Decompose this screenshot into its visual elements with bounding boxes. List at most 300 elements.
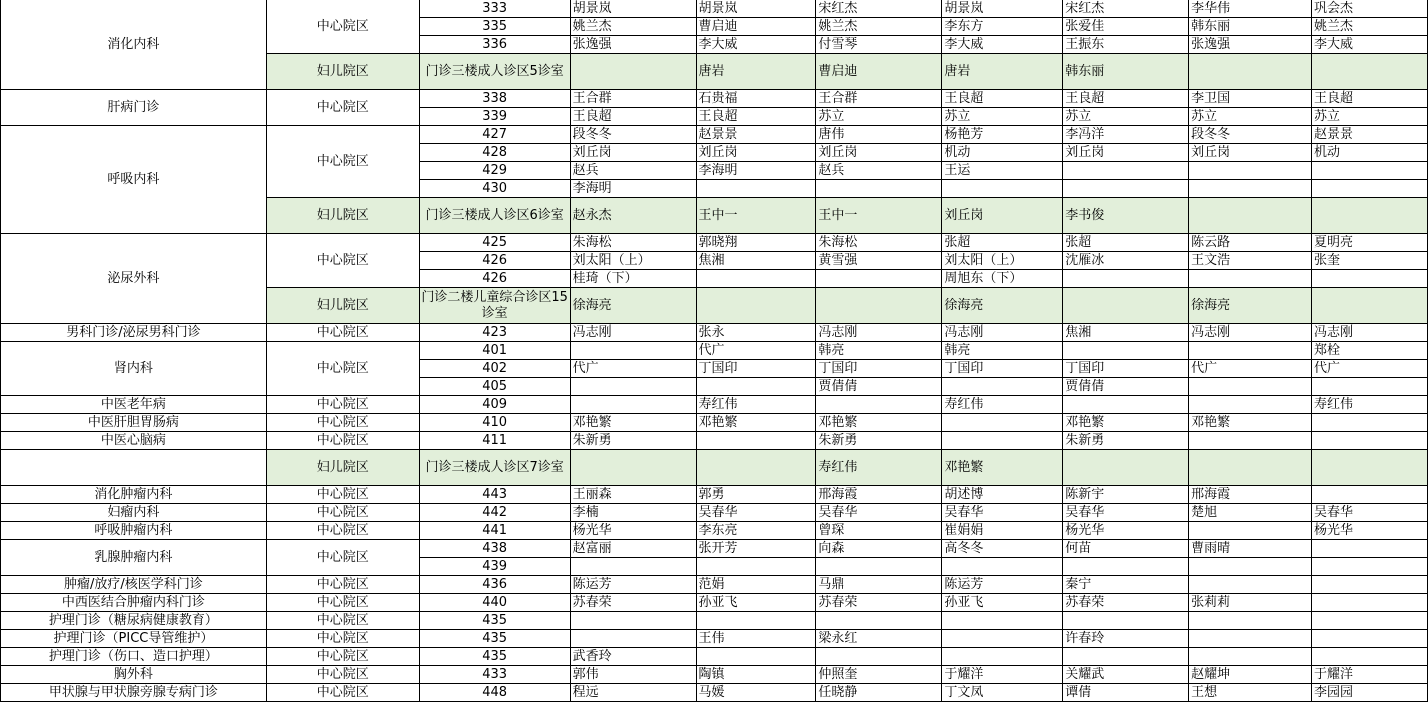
doctor-cell: 陶镇 [696,666,816,684]
doctor-cell: 王中一 [816,198,942,234]
table-row [1,648,1428,666]
doctor-cell [570,396,696,414]
doctor-cell [942,612,1063,630]
doctor-cell: 赵富丽 [570,540,696,558]
doctor-cell: 唐岩 [696,54,816,90]
doctor-cell: 关耀武 [1063,666,1189,684]
room-cell: 427 [419,126,570,144]
doctor-cell: 宋红杰 [1063,0,1189,18]
doctor-cell [1312,630,1428,648]
doctor-cell: 王运 [942,162,1063,180]
doctor-cell: 武香玲 [570,648,696,666]
doctor-cell [1189,54,1312,90]
doctor-cell: 曹雨晴 [1189,540,1312,558]
doctor-cell: 丁国印 [942,360,1063,378]
doctor-cell: 夏明亮 [1312,234,1428,252]
doctor-cell: 胡述博 [942,486,1063,504]
doctor-cell: 朱新勇 [570,432,696,450]
campus-cell: 中心院区 [266,594,419,612]
doctor-cell: 张奎 [1312,252,1428,270]
doctor-cell: 郑栓 [1312,342,1428,360]
doctor-cell [942,414,1063,432]
department-cell: 呼吸内科 [1,126,267,234]
doctor-cell: 刘丘岗 [570,144,696,162]
doctor-cell: 李海明 [570,180,696,198]
room-cell: 435 [419,612,570,630]
doctor-cell [570,54,696,90]
doctor-cell: 韩东丽 [1063,54,1189,90]
doctor-cell [1189,630,1312,648]
doctor-cell: 胡景岚 [942,0,1063,18]
doctor-cell: 赵景景 [1312,126,1428,144]
table-row [1,684,1428,702]
doctor-cell: 高冬冬 [942,540,1063,558]
doctor-cell: 胡景岚 [570,0,696,18]
doctor-cell: 邓艳繁 [570,414,696,432]
doctor-cell [1312,612,1428,630]
doctor-cell: 朱新勇 [1063,432,1189,450]
campus-cell: 中心院区 [266,342,419,396]
doctor-cell: 徐海亮 [570,288,696,324]
room-cell: 448 [419,684,570,702]
table-row [1,414,1428,432]
doctor-cell: 王想 [1189,684,1312,702]
table-row [1,612,1428,630]
department-cell: 肾内科 [1,342,267,396]
doctor-cell: 寿红伟 [816,450,942,486]
department-cell: 中医心脑病 [1,432,267,450]
doctor-cell: 仲照奎 [816,666,942,684]
doctor-cell: 段冬冬 [570,126,696,144]
doctor-cell: 曾琛 [816,522,942,540]
doctor-cell: 姚兰杰 [570,18,696,36]
doctor-cell: 李东方 [942,18,1063,36]
doctor-cell: 李冯洋 [1063,126,1189,144]
doctor-cell: 赵兵 [816,162,942,180]
doctor-cell [816,396,942,414]
doctor-cell: 崔娟娟 [942,522,1063,540]
doctor-cell [1312,558,1428,576]
doctor-cell: 姚兰杰 [1312,18,1428,36]
doctor-cell [1312,198,1428,234]
doctor-cell [1063,648,1189,666]
doctor-cell [1189,576,1312,594]
room-cell: 426 [419,270,570,288]
doctor-cell: 代广 [1312,360,1428,378]
campus-cell: 妇儿院区 [266,198,419,234]
doctor-cell: 冯志刚 [1312,324,1428,342]
room-cell: 440 [419,594,570,612]
doctor-cell [1312,648,1428,666]
table-row [1,396,1428,414]
doctor-cell [696,558,816,576]
room-cell: 335 [419,18,570,36]
table-row [1,342,1428,360]
department-cell: 中医老年病 [1,396,267,414]
room-cell: 428 [419,144,570,162]
room-cell: 门诊二楼儿童综合诊区15诊室 [419,288,570,324]
doctor-cell [1189,270,1312,288]
doctor-cell: 徐海亮 [1189,288,1312,324]
doctor-cell [1189,648,1312,666]
campus-cell: 中心院区 [266,0,419,54]
department-cell: 呼吸肿瘤内科 [1,522,267,540]
room-cell: 438 [419,540,570,558]
doctor-cell: 杨光华 [570,522,696,540]
department-cell: 中西医结合肿瘤内科门诊 [1,594,267,612]
doctor-cell: 冯志刚 [1189,324,1312,342]
doctor-cell [1312,270,1428,288]
doctor-cell: 韩亮 [816,342,942,360]
doctor-cell: 赵景景 [696,126,816,144]
doctor-cell: 杨光华 [1063,522,1189,540]
doctor-cell: 代广 [1189,360,1312,378]
doctor-cell: 沈雁冰 [1063,252,1189,270]
doctor-cell: 王伟 [696,630,816,648]
doctor-cell [816,270,942,288]
doctor-cell [570,558,696,576]
department-cell: 肿瘤/放疗/核医学科门诊 [1,576,267,594]
doctor-cell: 李大威 [696,36,816,54]
doctor-cell: 赵耀坤 [1189,666,1312,684]
department-cell: 护理门诊（PICC导管维护） [1,630,267,648]
doctor-cell: 韩亮 [942,342,1063,360]
doctor-cell: 段冬冬 [1189,126,1312,144]
doctor-cell: 桂琦（下） [570,270,696,288]
doctor-cell [1189,198,1312,234]
doctor-cell [570,630,696,648]
department-cell: 护理门诊（伤口、造口护理） [1,648,267,666]
room-cell: 425 [419,234,570,252]
doctor-cell: 李华伟 [1189,0,1312,18]
doctor-cell [696,612,816,630]
room-cell: 436 [419,576,570,594]
table-row [1,432,1428,450]
doctor-cell [1189,396,1312,414]
doctor-cell: 丁国印 [696,360,816,378]
doctor-cell [816,558,942,576]
doctor-cell [696,648,816,666]
doctor-cell [1312,576,1428,594]
doctor-cell: 机动 [942,144,1063,162]
doctor-cell [1063,396,1189,414]
doctor-cell: 张逸强 [570,36,696,54]
doctor-cell: 王文浩 [1189,252,1312,270]
doctor-cell: 丁文凤 [942,684,1063,702]
doctor-cell: 胡景岚 [696,0,816,18]
doctor-cell [1063,612,1189,630]
doctor-cell: 贾倩倩 [1063,378,1189,396]
campus-cell: 中心院区 [266,324,419,342]
doctor-cell: 张超 [942,234,1063,252]
doctor-cell: 刘太阳（上） [570,252,696,270]
doctor-cell: 王中一 [696,198,816,234]
doctor-cell: 吴春华 [816,504,942,522]
table-row [1,504,1428,522]
doctor-cell: 赵兵 [570,162,696,180]
doctor-cell: 付雪琴 [816,36,942,54]
doctor-cell [1312,162,1428,180]
table-row [1,540,1428,558]
room-cell: 426 [419,252,570,270]
doctor-cell: 焦湘 [1063,324,1189,342]
doctor-cell [570,612,696,630]
room-cell: 410 [419,414,570,432]
doctor-cell [816,288,942,324]
doctor-cell: 于耀洋 [1312,666,1428,684]
doctor-cell [942,432,1063,450]
room-cell: 435 [419,648,570,666]
room-cell: 435 [419,630,570,648]
campus-cell: 中心院区 [266,432,419,450]
campus-cell: 中心院区 [266,612,419,630]
doctor-cell: 王丽森 [570,486,696,504]
doctor-cell [696,432,816,450]
doctor-cell: 周旭东（下） [942,270,1063,288]
department-cell: 消化内科 [1,0,267,90]
doctor-cell: 冯志刚 [942,324,1063,342]
doctor-cell [1189,180,1312,198]
doctor-cell [816,612,942,630]
doctor-cell [1312,288,1428,324]
doctor-cell: 郭晓翔 [696,234,816,252]
doctor-cell: 巩会杰 [1312,0,1428,18]
doctor-cell: 曹启迪 [816,54,942,90]
room-cell: 442 [419,504,570,522]
room-cell: 423 [419,324,570,342]
doctor-cell: 吴春华 [1312,504,1428,522]
room-cell: 339 [419,108,570,126]
doctor-cell: 邓艳繁 [696,414,816,432]
room-cell: 402 [419,360,570,378]
doctor-cell [1189,432,1312,450]
doctor-cell: 程远 [570,684,696,702]
doctor-cell [942,648,1063,666]
doctor-cell: 李大威 [1312,36,1428,54]
doctor-cell: 李园园 [1312,684,1428,702]
doctor-cell: 邓艳繁 [1189,414,1312,432]
doctor-cell: 向森 [816,540,942,558]
doctor-cell: 王良超 [1312,90,1428,108]
campus-cell: 中心院区 [266,540,419,576]
doctor-cell: 苏春荣 [1063,594,1189,612]
doctor-cell: 王良超 [696,108,816,126]
doctor-cell [942,180,1063,198]
doctor-cell: 丁国印 [1063,360,1189,378]
table-row [1,324,1428,342]
campus-cell: 中心院区 [266,648,419,666]
doctor-cell: 邢海霞 [1189,486,1312,504]
doctor-cell: 赵永杰 [570,198,696,234]
room-cell: 441 [419,522,570,540]
doctor-cell: 吴春华 [696,504,816,522]
campus-cell: 中心院区 [266,396,419,414]
table-row [1,630,1428,648]
doctor-cell: 黄雪强 [816,252,942,270]
table-row [1,450,1428,486]
doctor-cell: 宋红杰 [816,0,942,18]
doctor-cell [942,378,1063,396]
doctor-cell: 姚兰杰 [816,18,942,36]
doctor-cell: 许春玲 [1063,630,1189,648]
doctor-cell: 徐海亮 [942,288,1063,324]
table-row [1,234,1428,252]
campus-cell: 中心院区 [266,414,419,432]
doctor-cell: 邢海霞 [816,486,942,504]
doctor-cell [570,450,696,486]
doctor-cell: 邓艳繁 [816,414,942,432]
department-cell: 肝病门诊 [1,90,267,126]
doctor-cell: 楚旭 [1189,504,1312,522]
doctor-cell: 苏立 [1312,108,1428,126]
doctor-cell: 苏立 [1189,108,1312,126]
doctor-cell: 唐岩 [942,54,1063,90]
campus-cell: 中心院区 [266,522,419,540]
doctor-cell [1312,594,1428,612]
doctor-cell: 朱海松 [816,234,942,252]
doctor-cell [570,378,696,396]
doctor-cell [1312,180,1428,198]
doctor-cell: 秦宁 [1063,576,1189,594]
doctor-cell: 朱海松 [570,234,696,252]
doctor-cell: 刘丘岗 [942,198,1063,234]
doctor-cell [1189,450,1312,486]
doctor-cell: 李书俊 [1063,198,1189,234]
doctor-cell: 杨光华 [1312,522,1428,540]
campus-cell: 妇儿院区 [266,288,419,324]
campus-cell: 妇儿院区 [266,450,419,486]
doctor-cell [1063,288,1189,324]
room-cell: 401 [419,342,570,360]
doctor-cell: 机动 [1312,144,1428,162]
department-cell: 男科门诊/泌尿男科门诊 [1,324,267,342]
doctor-cell: 李大威 [942,36,1063,54]
department-cell: 甲状腺与甲状腺旁腺专病门诊 [1,684,267,702]
doctor-cell: 陈运芳 [942,576,1063,594]
room-cell: 门诊三楼成人诊区6诊室 [419,198,570,234]
doctor-cell: 陈新宇 [1063,486,1189,504]
doctor-cell [696,288,816,324]
doctor-cell: 丁国印 [816,360,942,378]
doctor-cell: 石贵福 [696,90,816,108]
doctor-cell: 杨艳芳 [942,126,1063,144]
doctor-cell: 吴春华 [942,504,1063,522]
doctor-cell: 陈运芳 [570,576,696,594]
table-row [1,576,1428,594]
table-row [1,126,1428,144]
doctor-cell [1063,342,1189,360]
doctor-cell [696,180,816,198]
doctor-cell: 李楠 [570,504,696,522]
doctor-cell: 张逸强 [1189,36,1312,54]
doctor-cell: 苏立 [816,108,942,126]
department-cell: 胸外科 [1,666,267,684]
campus-cell: 中心院区 [266,234,419,288]
doctor-cell: 梁永红 [816,630,942,648]
room-cell: 409 [419,396,570,414]
table-row [1,666,1428,684]
doctor-cell: 马鼎 [816,576,942,594]
doctor-cell: 于耀洋 [942,666,1063,684]
doctor-cell: 寿红伟 [1312,396,1428,414]
doctor-cell [942,558,1063,576]
room-cell: 336 [419,36,570,54]
department-cell: 中医肝胆胃肠病 [1,414,267,432]
room-cell: 443 [419,486,570,504]
doctor-cell: 孙亚飞 [942,594,1063,612]
doctor-cell [1312,54,1428,90]
doctor-cell [1312,486,1428,504]
doctor-cell [1312,378,1428,396]
doctor-cell: 韩东丽 [1189,18,1312,36]
doctor-cell: 曹启迪 [696,18,816,36]
doctor-cell: 王振东 [1063,36,1189,54]
doctor-cell: 张永 [696,324,816,342]
doctor-cell: 邓艳繁 [942,450,1063,486]
department-cell [1,450,267,486]
room-cell: 405 [419,378,570,396]
doctor-cell: 范娟 [696,576,816,594]
campus-cell: 中心院区 [266,684,419,702]
room-cell: 439 [419,558,570,576]
doctor-cell: 李卫国 [1189,90,1312,108]
doctor-cell: 王合群 [816,90,942,108]
doctor-cell [696,450,816,486]
campus-cell: 中心院区 [266,90,419,126]
doctor-cell: 张开芳 [696,540,816,558]
doctor-cell: 冯志刚 [570,324,696,342]
doctor-cell: 代广 [570,360,696,378]
doctor-cell: 苏立 [942,108,1063,126]
doctor-cell: 张爱佳 [1063,18,1189,36]
room-cell: 333 [419,0,570,18]
doctor-cell: 张超 [1063,234,1189,252]
doctor-cell: 苏立 [1063,108,1189,126]
doctor-cell: 李东亮 [696,522,816,540]
doctor-cell: 苏春荣 [570,594,696,612]
doctor-cell: 王良超 [942,90,1063,108]
doctor-cell: 邓艳繁 [1063,414,1189,432]
doctor-cell [816,648,942,666]
doctor-cell [1189,612,1312,630]
doctor-cell: 马媛 [696,684,816,702]
doctor-cell: 苏春荣 [816,594,942,612]
doctor-cell: 孙亚飞 [696,594,816,612]
doctor-cell: 王合群 [570,90,696,108]
doctor-cell [1189,522,1312,540]
table-row [1,522,1428,540]
doctor-cell: 郭伟 [570,666,696,684]
department-cell: 乳腺肿瘤内科 [1,540,267,576]
doctor-cell [1312,450,1428,486]
doctor-cell [1189,558,1312,576]
doctor-cell [1312,432,1428,450]
doctor-cell: 刘丘岗 [1189,144,1312,162]
doctor-cell: 何苗 [1063,540,1189,558]
doctor-cell: 刘太阳（上） [942,252,1063,270]
doctor-cell [570,342,696,360]
doctor-cell: 任晓静 [816,684,942,702]
room-cell: 411 [419,432,570,450]
room-cell: 429 [419,162,570,180]
doctor-cell [942,630,1063,648]
doctor-cell: 朱新勇 [816,432,942,450]
doctor-cell: 王良超 [570,108,696,126]
doctor-cell [1189,162,1312,180]
doctor-cell: 谭倩 [1063,684,1189,702]
doctor-cell: 郭勇 [696,486,816,504]
campus-cell: 中心院区 [266,486,419,504]
